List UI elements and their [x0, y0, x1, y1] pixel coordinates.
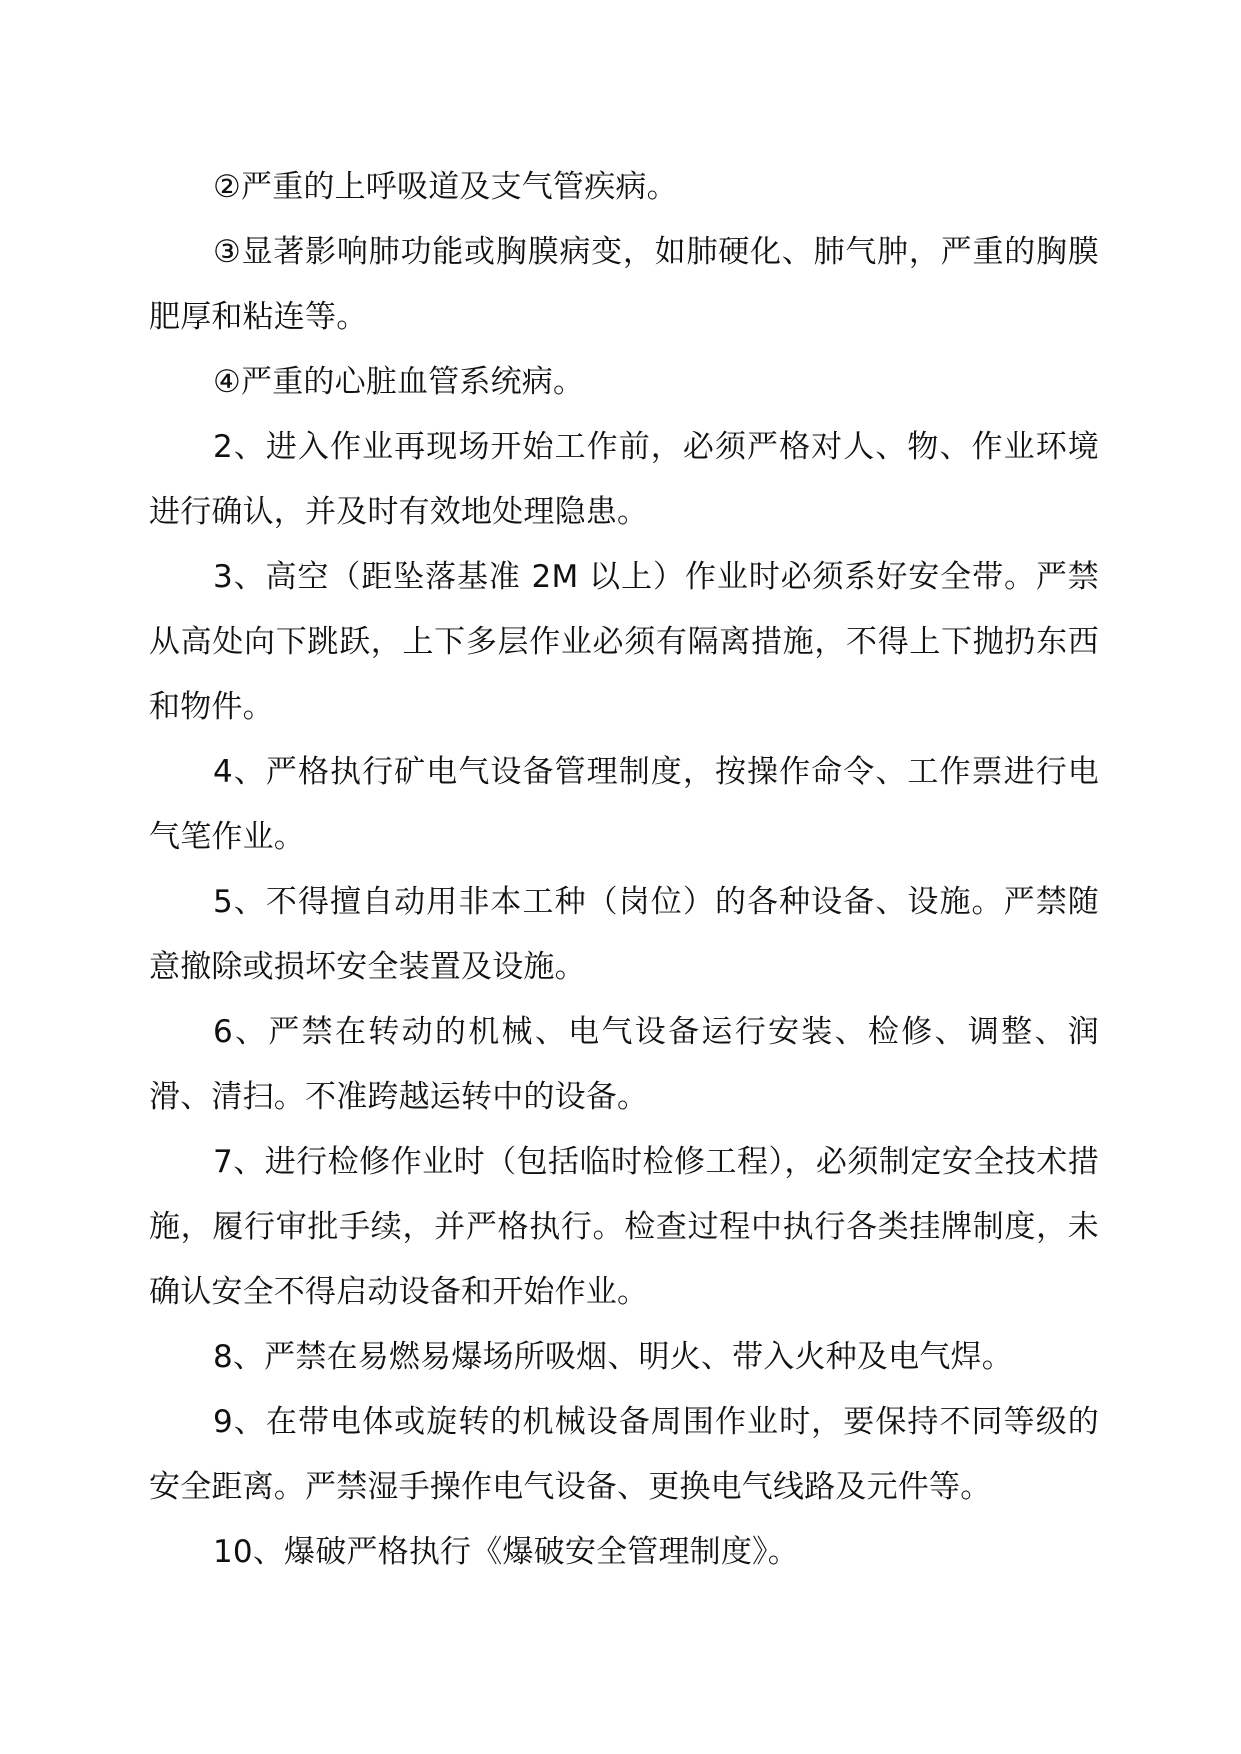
paragraph-rule-3: 3、高空（距坠落基准 2M 以上）作业时必须系好安全带。严禁从高处向下跳跃，上下多层作业必须有隔离措施，不得上下抛扔东西和物件。: [149, 559, 1099, 725]
paragraph-rule-2: 2、进入作业再现场开始工作前，必须严格对人、物、作业环境进行确认，并及时有效地处理隐患。: [149, 429, 1099, 530]
paragraph-rule-6: 6、严禁在转动的机械、电气设备运行安装、检修、调整、润滑、清扫。不准跨越运转中的设备。: [149, 1014, 1099, 1115]
paragraph-item-4-cardiovascular: ④严重的心脏血管系统病。: [213, 364, 585, 400]
paragraph-rule-9: 9、在带电体或旋转的机械设备周围作业时，要保持不同等级的安全距离。严禁湿手操作电气设备、更换电气线路及元件等。: [149, 1404, 1099, 1505]
paragraph-item-2-respiratory: ②严重的上呼吸道及支气管疾病。: [213, 169, 678, 205]
paragraph-item-3-lung-pleura: ③显著影响肺功能或胸膜病变，如肺硬化、肺气肿，严重的胸膜肥厚和粘连等。: [149, 234, 1099, 335]
paragraph-rule-5: 5、不得擅自动用非本工种（岗位）的各种设备、设施。严禁随意撤除或损坏安全装置及设施。: [149, 884, 1099, 985]
paragraph-rule-8: 8、严禁在易燃易爆场所吸烟、明火、带入火种及电气焊。: [213, 1339, 1013, 1375]
paragraph-rule-7: 7、进行检修作业时（包括临时检修工程），必须制定安全技术措施，履行审批手续，并严格执行。检查过程中执行各类挂牌制度，未确认安全不得启动设备和开始作业。: [149, 1144, 1099, 1310]
paragraph-rule-4: 4、严格执行矿电气设备管理制度，按操作命令、工作票进行电气笔作业。: [149, 754, 1099, 855]
document-body: [149, 155, 1099, 1585]
paragraph-rule-10: 10、爆破严格执行《爆破安全管理制度》。: [213, 1534, 799, 1570]
